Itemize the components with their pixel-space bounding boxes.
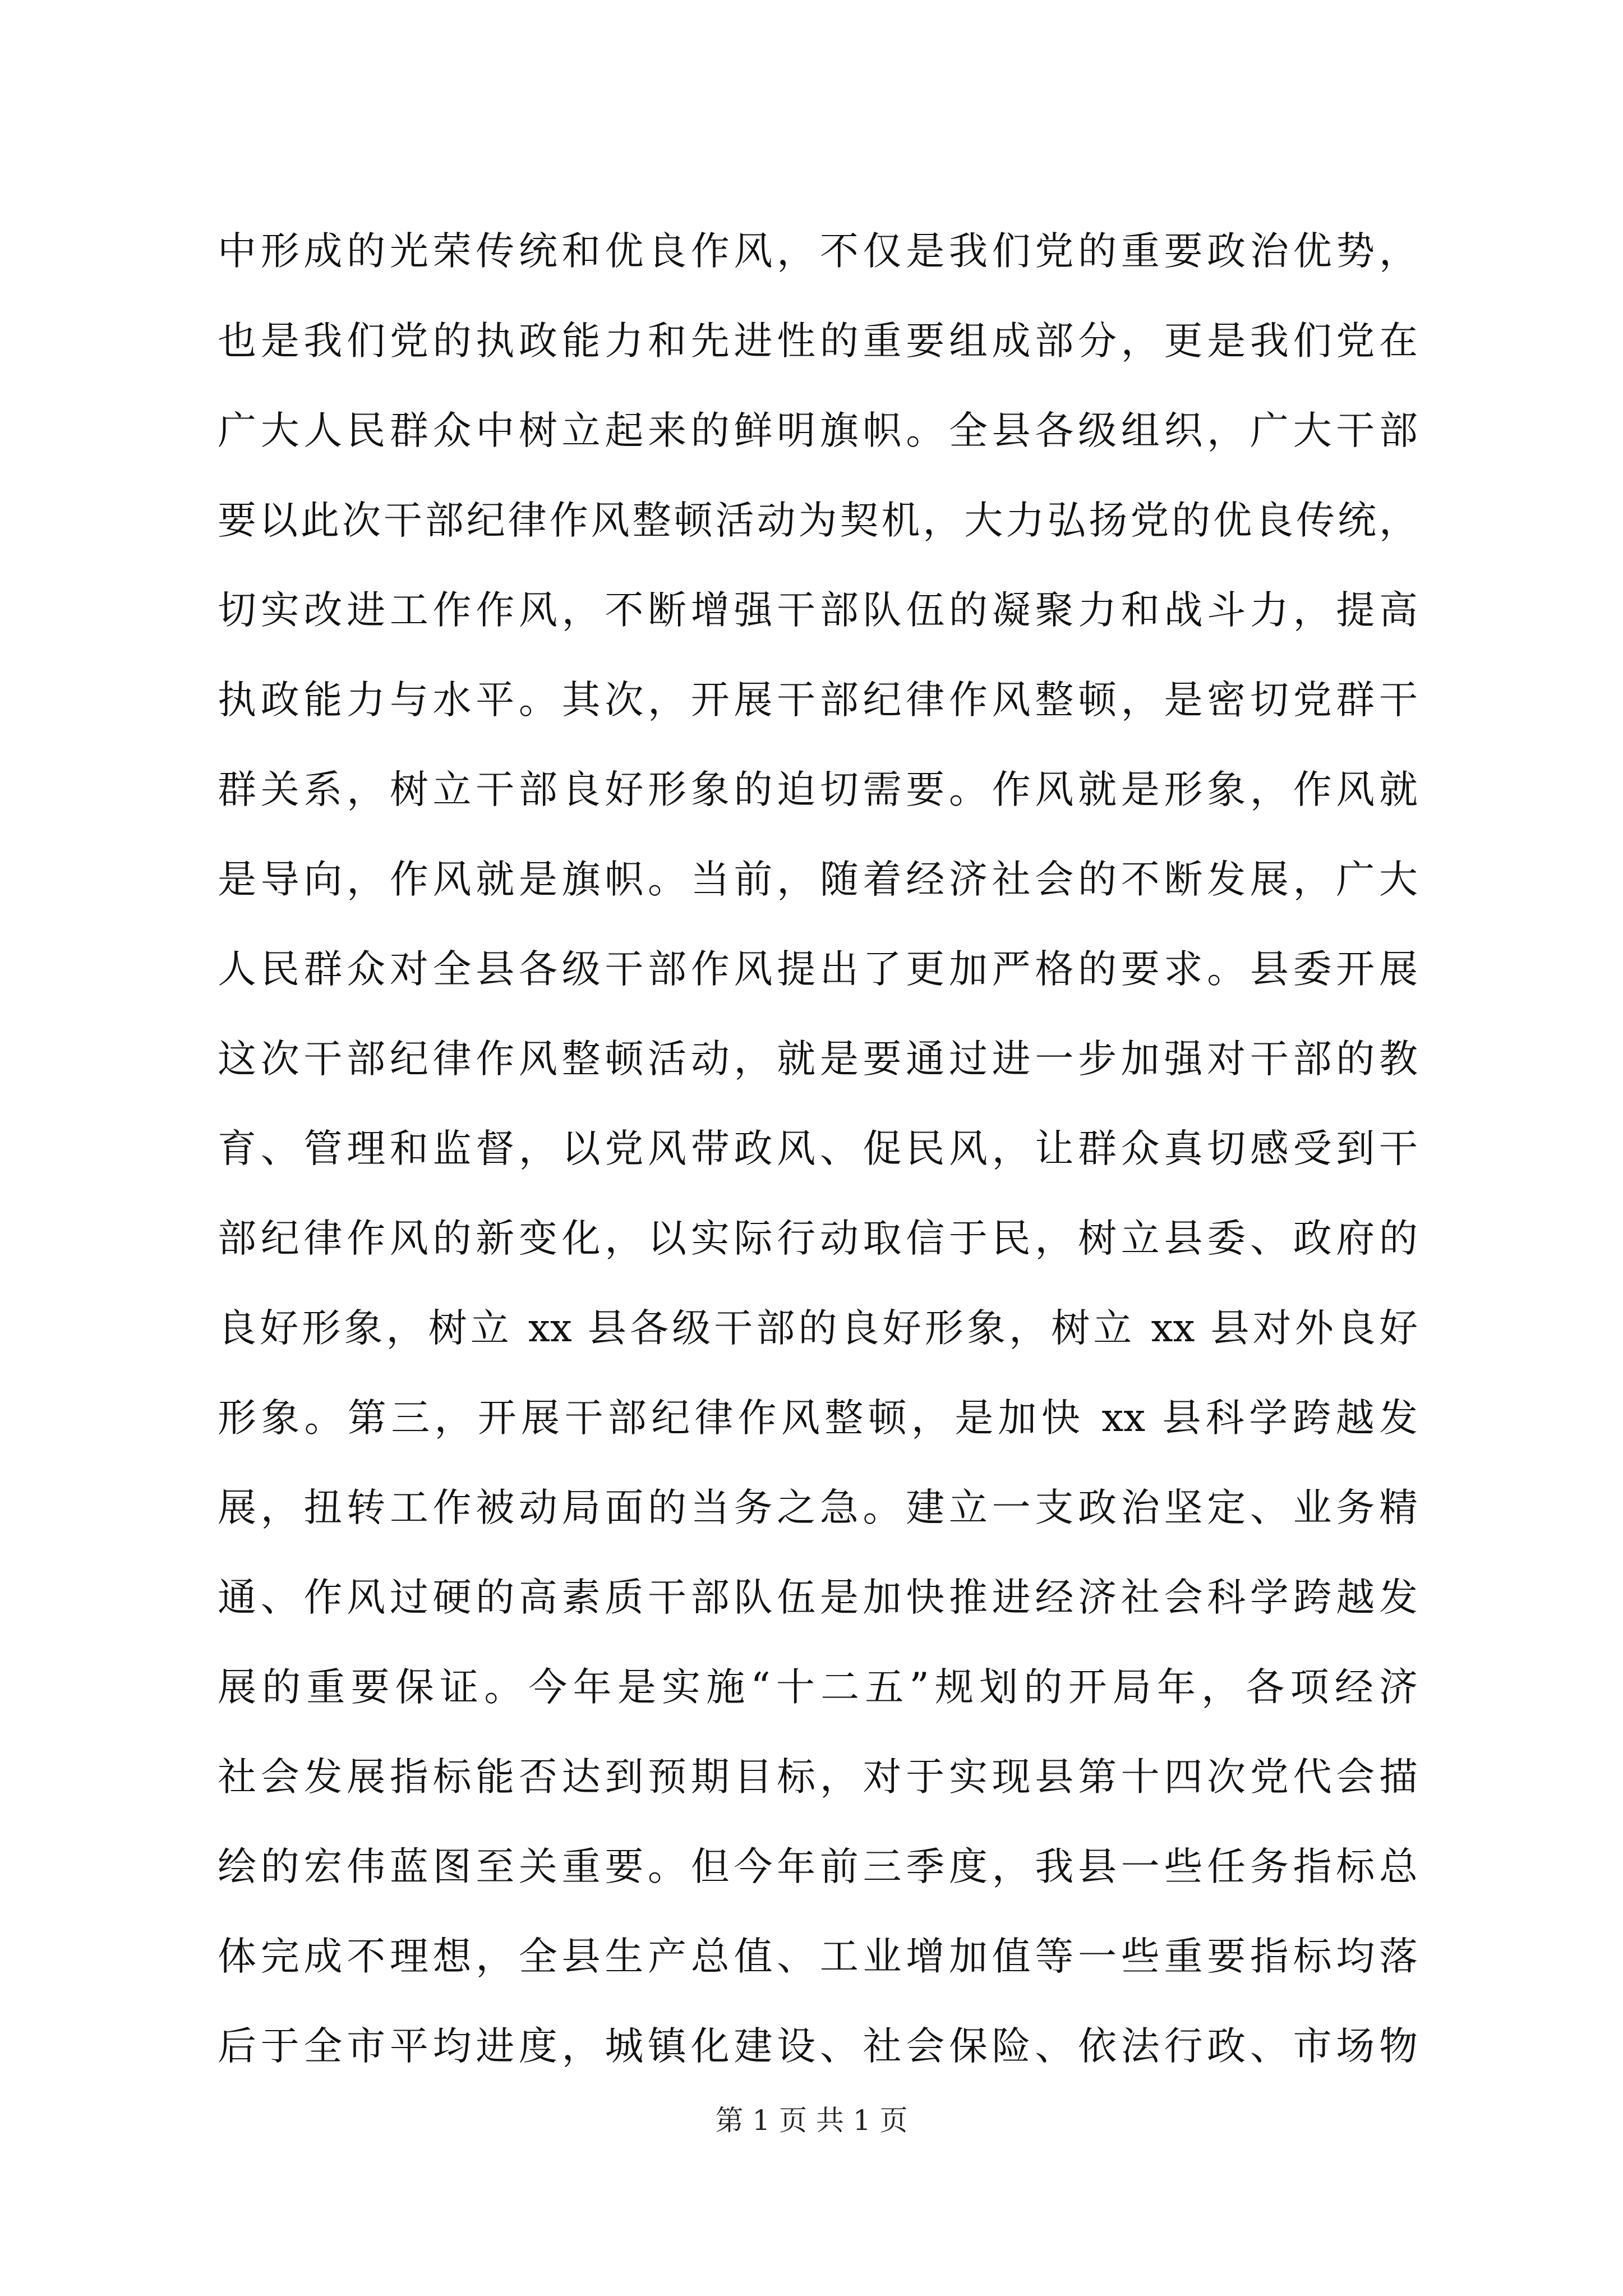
text-line: 这次干部纪律作风整顿活动，就是要通过进一步加强对干部的教	[218, 1037, 1418, 1082]
text-line: 育、管理和监督，以党风带政风、促民风，让群众真切感受到干	[218, 1126, 1418, 1171]
text-line: 是导向，作风就是旗帜。当前，随着经济社会的不断发展，广大	[218, 857, 1418, 902]
text-line: 后于全市平均进度，城镇化建设、社会保险、依法行政、市场物	[218, 2024, 1418, 2069]
text-line: 部纪律作风的新变化，以实际行动取信于民，树立县委、政府的	[218, 1216, 1418, 1261]
text-line: 展的重要保证。今年是实施“十二五”规划的开局年，各项经济	[218, 1665, 1418, 1710]
text-line: 也是我们党的执政能力和先进性的重要组成部分，更是我们党在	[218, 319, 1418, 364]
text-line: 执政能力与水平。其次，开展干部纪律作风整顿，是密切党群干	[218, 678, 1418, 723]
text-line: 群关系，树立干部良好形象的迫切需要。作风就是形象，作风就	[218, 767, 1418, 812]
text-line: 通、作风过硬的高素质干部队伍是加快推进经济社会科学跨越发	[218, 1575, 1418, 1620]
text-line: 中形成的光荣传统和优良作风，不仅是我们党的重要政治优势，	[218, 229, 1418, 274]
text-line: 展，扭转工作被动局面的当务之急。建立一支政治坚定、业务精	[218, 1485, 1418, 1530]
text-line: 广大人民群众中树立起来的鲜明旗帜。全县各级组织，广大干部	[218, 408, 1418, 453]
text-line: 切实改进工作作风，不断增强干部队伍的凝聚力和战斗力，提高	[218, 588, 1418, 633]
text-line: 体完成不理想，全县生产总值、工业增加值等一些重要指标均落	[218, 1934, 1418, 1979]
text-line: 要以此次干部纪律作风整顿活动为契机，大力弘扬党的优良传统，	[218, 498, 1418, 543]
text-line: 形象。第三，开展干部纪律作风整顿，是加快 xx 县科学跨越发	[218, 1396, 1418, 1441]
text-line: 社会发展指标能否达到预期目标，对于实现县第十四次党代会描	[218, 1755, 1418, 1800]
text-line: 人民群众对全县各级干部作风提出了更加严格的要求。县委开展	[218, 947, 1418, 992]
text-line: 绘的宏伟蓝图至关重要。但今年前三季度，我县一些任务指标总	[218, 1844, 1418, 1889]
page-footer: 第 1 页 共 1 页	[715, 2104, 908, 2137]
text-line: 良好形象，树立 xx 县各级干部的良好形象，树立 xx 县对外良好	[218, 1306, 1418, 1351]
